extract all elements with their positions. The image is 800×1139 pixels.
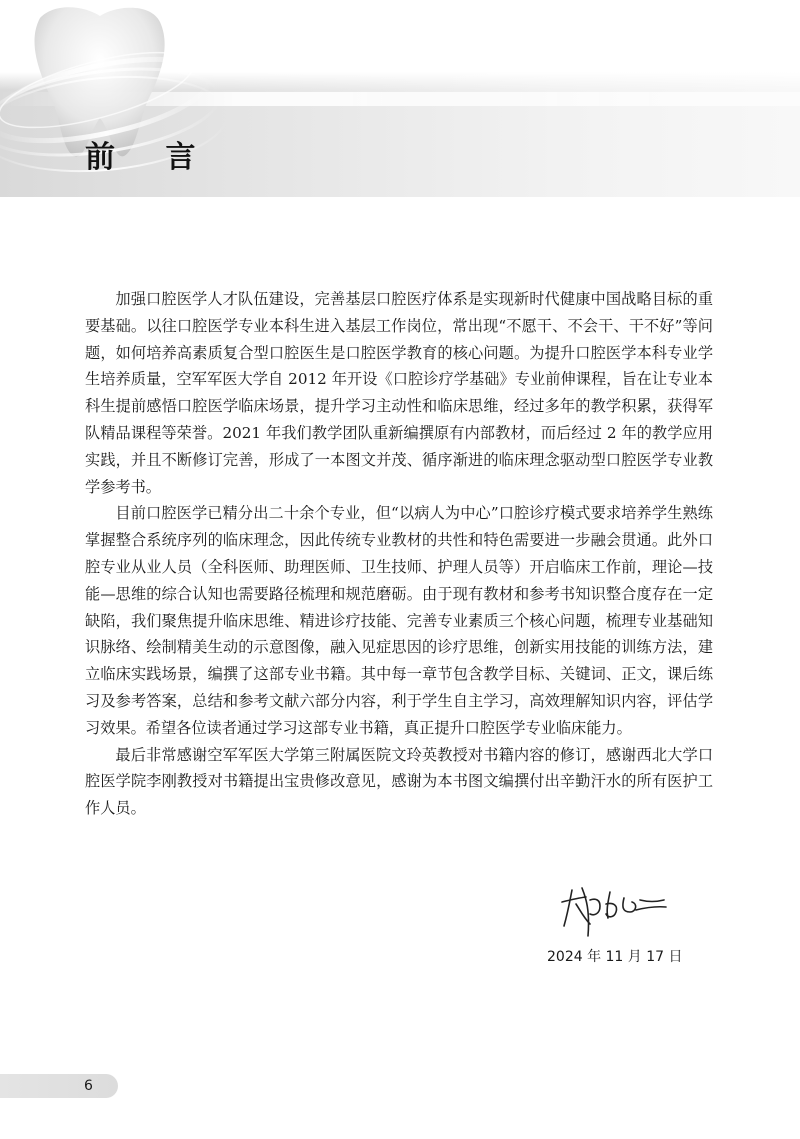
date: 2024 年 11 月 17 日 bbox=[547, 949, 683, 965]
page-title: 前 言 bbox=[85, 140, 216, 175]
signature-icon bbox=[560, 880, 670, 940]
paragraph: 最后非常感谢空军军医大学第三附属医院文玲英教授对书籍内容的修订，感谢西北大学口腔医学院李刚教授对书籍提出宝贵修改意见，感谢为本书图文编撰付出辛勤汗水的所有医护工作人员。 bbox=[85, 745, 713, 818]
preface-body bbox=[85, 286, 713, 822]
paragraph: 加强口腔医学人才队伍建设，完善基层口腔医疗体系是实现新时代健康中国战略目标的重要基础。以往口腔医学专业本科生进入基层工作岗位，常出现“不愿干、不会干、干不好”等问题，如何培养高素质复合型口腔医生是口腔医学教育的核心问题。为提升口腔医学本科专业学生培养质量，空军军医大学自 2012 年开设《口腔诊疗学基础》专业前伸课程，旨在让专业本科生提前感悟口腔医学临床场景，提升学习主动性和临床思维，经过多年的教学积累，获得军队精品课程等荣誉。2021 年我们教学团队重新编撰原有内部教材，而后经过 2 年的教学应用实践，并且不断修订完善，形成了一本图文并茂、循序渐进的临床理念驱动型口腔医学专业教学参考书。 bbox=[85, 290, 713, 496]
header-band bbox=[0, 0, 800, 197]
page-number-tab bbox=[0, 1074, 118, 1098]
page-number: 6 bbox=[84, 1078, 93, 1094]
paragraph: 目前口腔医学已精分出二十余个专业，但“以病人为中心”口腔诊疗模式要求培养学生熟练掌握整合系统序列的临床理念，因此传统专业教材的共性和特色需要进一步融会贯通。此外口腔专业从业人员（全科医师、助理医师、卫生技师、护理人员等）开启临床工作前，理论—技能—思维的综合认知也需要路径梳理和规范磨砺。由于现有教材和参考书知识整合度存在一定缺陷，我们聚焦提升临床思维、精进诊疗技能、完善专业素质三个核心问题，梳理专业基础知识脉络、绘制精美生动的示意图像，融入见症思因的诊疗思维，创新实用技能的训练方法，建立临床实践场景，编撰了这部专业书籍。其中每一章节包含教学目标、关键词、正文，课后练习及参考答案，总结和参考文献六部分内容，利于学生自主学习，高效理解知识内容，评估学习效果。希望各位读者通过学习这部专业书籍，真正提升口腔医学专业临床能力。 bbox=[85, 504, 713, 737]
